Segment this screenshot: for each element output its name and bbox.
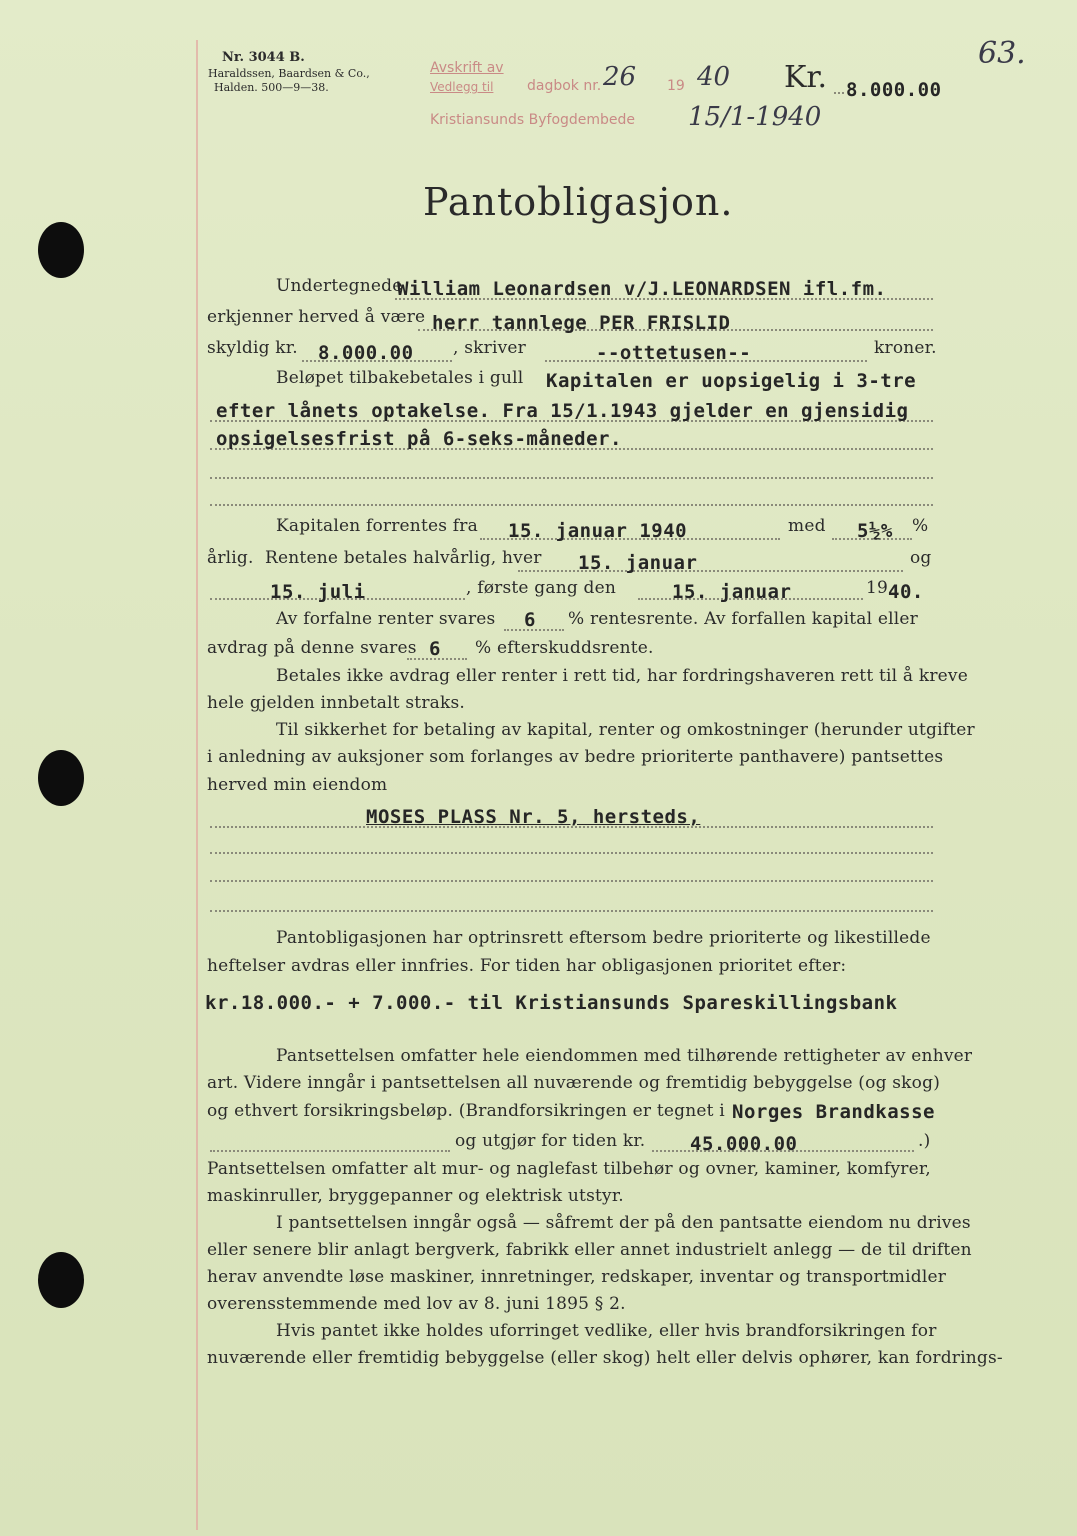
- debtor-name: William Leonardsen v/J.LEONARDSEN ifl.fm.: [397, 278, 887, 300]
- repayment-text: opsigelsesfrist på 6-seks-måneder.: [216, 428, 622, 450]
- punch-hole: [38, 750, 84, 806]
- industrial-text: overensstemmende med lov av 8. juni 1895 § 2.: [207, 1294, 626, 1314]
- amount-words: --ottetusen--: [596, 342, 752, 364]
- margin-line: [196, 40, 198, 1530]
- interest-date-2: 15. juli: [270, 581, 366, 603]
- stamp-date: 15/1-1940: [688, 102, 822, 132]
- body-text: Betales ikke avdrag eller renter i rett tid, har fordringshaveren rett til å kreve: [276, 666, 968, 686]
- maintenance-text: nuværende eller fremtidig bebyggelse (eller skog) helt eller delvis ophører, kan fordrings-: [207, 1348, 1003, 1368]
- debt-label: skyldig kr.: [207, 338, 298, 358]
- interest-date-1: 15. januar: [578, 552, 698, 574]
- insured-amount: 45.000.00: [690, 1133, 798, 1155]
- industrial-text: eller senere blir anlagt bergverk, fabrikk eller annet industrielt anlegg — de til driften: [207, 1240, 972, 1260]
- maintenance-text: Hvis pantet ikke holdes uforringet vedlike, eller hvis brandforsikringen for: [276, 1321, 937, 1341]
- late-interest-text: Av forfalne renter svares: [276, 609, 496, 629]
- stamp-dagbok-label: dagbok nr.: [527, 78, 602, 94]
- priority-text: Pantobligasjonen har optrinsrett eftersom bedre prioriterte og likestillede: [276, 928, 931, 948]
- document-title: Pantobligasjon.: [423, 180, 734, 224]
- scope-text: og ethvert forsikringsbeløp. (Brandforsikringen er tegnet i: [207, 1101, 725, 1121]
- interest-start-date: 15. januar 1940: [508, 520, 688, 542]
- percent-sign: %: [912, 516, 929, 536]
- late-interest-text: avdrag på denne svares: [207, 638, 417, 658]
- repayment-text: Kapitalen er uopsigelig i 3-tre: [546, 370, 917, 392]
- debtor-label: Undertegnede: [276, 276, 403, 296]
- stamp-year-prefix: 19: [667, 78, 685, 94]
- first-year-prefix: 19: [866, 578, 889, 598]
- first-payment-label: , første gang den: [466, 578, 617, 598]
- stamp-avskrift: Avskrift av: [430, 60, 504, 76]
- creditor-name: herr tannlege PER FRISLID: [432, 312, 731, 334]
- punch-hole: [38, 1252, 84, 1308]
- scope-text: art. Videre inngår i pantsettelsen all nuværende og fremtidig bebyggelse (og skog): [207, 1073, 941, 1093]
- first-year-suffix: 40.: [888, 581, 924, 603]
- late-interest-text: % rentesrente. Av forfallen kapital eller: [568, 609, 918, 629]
- og-label: og: [910, 548, 932, 568]
- form-number: Nr. 3044 B.: [222, 50, 305, 65]
- page-number: 63.: [978, 36, 1026, 71]
- repayment-text: efter lånets optakelse. Fra 15/1.1943 gjelder en gjensidig: [216, 400, 909, 422]
- amount-header: 8.000.00: [846, 79, 942, 101]
- creditor-label: erkjenner herved å være: [207, 307, 426, 327]
- half-yearly-label: Rentene betales halvårlig, hver: [265, 548, 542, 568]
- scope-close: .): [918, 1131, 931, 1151]
- stamp-dagbok-number: 26: [603, 62, 637, 92]
- printer-line: Halden. 500—9—38.: [214, 81, 329, 94]
- interest-rate: 5½%: [857, 520, 893, 542]
- industrial-text: herav anvendte løse maskiner, innretninger, redskaper, inventar og transportmidler: [207, 1267, 947, 1287]
- capital-label: Kapitalen forrentes fra: [276, 516, 478, 536]
- late-interest-text: % efterskuddsrente.: [475, 638, 654, 658]
- body-text: herved min eiendom: [207, 775, 388, 795]
- late-interest-rate: 6: [524, 609, 536, 631]
- late-interest-rate: 6: [429, 638, 441, 660]
- body-text: hele gjelden innbetalt straks.: [207, 693, 466, 713]
- prior-liens: kr.18.000.- + 7.000.- til Kristiansunds Spareskillingsbank: [205, 992, 898, 1014]
- stamp-office: Kristiansunds Byfogdembede: [430, 112, 636, 128]
- first-payment-date: 15. januar: [672, 581, 792, 603]
- body-text: Til sikkerhet for betaling av kapital, renter og omkostninger (herunder utgifter: [276, 720, 975, 740]
- body-text: i anledning av auksjoner som forlanges av bedre prioriterte panthavere) pantsettes: [207, 747, 944, 767]
- property-description: MOSES PLASS Nr. 5, hersteds,: [366, 806, 701, 828]
- priority-text: heftelser avdras eller innfries. For tiden har obligasjonen prioritet efter:: [207, 956, 847, 976]
- printer-line: Haraldssen, Baardsen & Co.,: [208, 67, 370, 80]
- debt-amount: 8.000.00: [318, 342, 414, 364]
- scope-text: og utgjør for tiden kr.: [455, 1131, 646, 1151]
- med-label: med: [788, 516, 826, 536]
- fixtures-text: Pantsettelsen omfatter alt mur- og naglefast tilbehør og ovner, kaminer, komfyrer,: [207, 1159, 931, 1179]
- punch-hole: [38, 222, 84, 278]
- industrial-text: I pantsettelsen inngår også — såfremt der på den pantsatte eiendom nu drives: [276, 1213, 971, 1233]
- fixtures-text: maskinruller, bryggepanner og elektrisk utstyr.: [207, 1186, 624, 1206]
- annual-label: årlig.: [207, 548, 254, 568]
- stamp-year-suffix: 40: [697, 62, 731, 92]
- currency-unit: kroner.: [874, 338, 937, 358]
- insurer: Norges Brandkasse: [732, 1101, 935, 1123]
- repayment-label: Beløpet tilbakebetales i gull: [276, 368, 524, 388]
- scope-text: Pantsettelsen omfatter hele eiendommen med tilhørende rettigheter av enhver: [276, 1046, 973, 1066]
- currency-label: Kr.: [784, 60, 827, 95]
- writes-label: , skriver: [453, 338, 526, 358]
- stamp-vedlegg: Vedlegg til: [430, 80, 494, 94]
